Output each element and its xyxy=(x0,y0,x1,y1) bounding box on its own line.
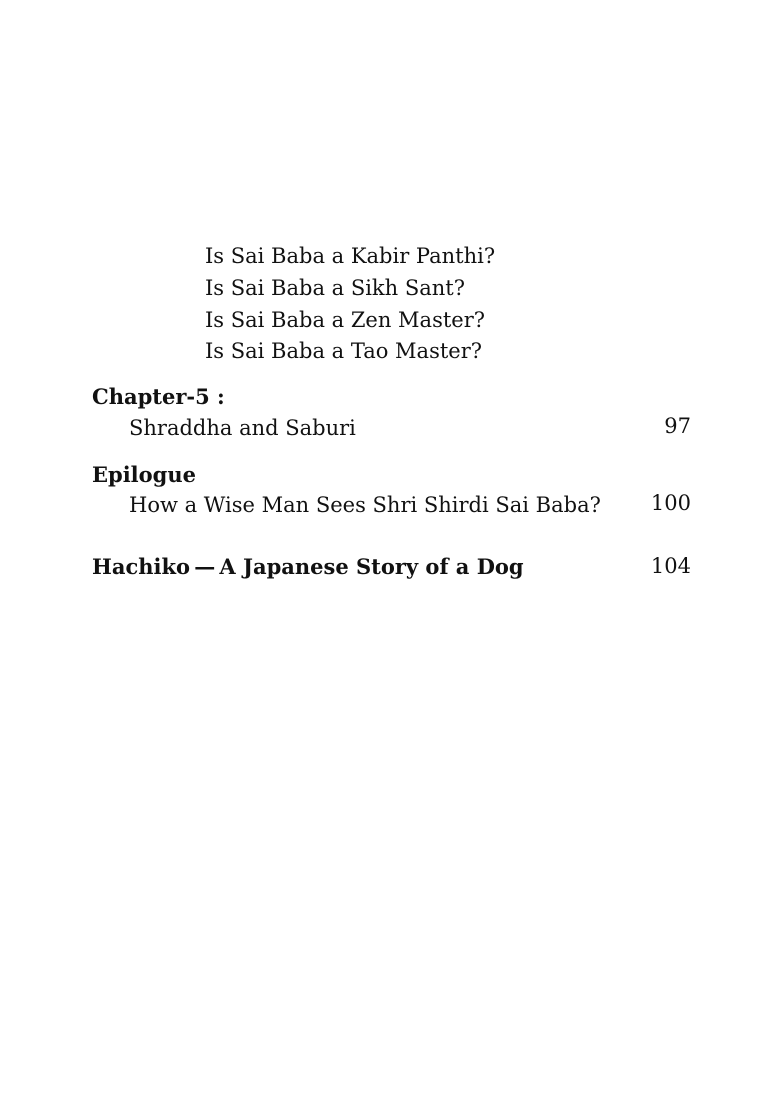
entry-title: Is Sai Baba a Sikh Sant? xyxy=(205,276,465,300)
chapter-5-title: Shraddha and Saburi xyxy=(129,416,356,440)
entry-title: Is Sai Baba a Zen Master? xyxy=(205,308,486,332)
chapter-5-heading: Chapter-5 : xyxy=(92,384,225,409)
epilogue-page-number: 100 xyxy=(650,491,691,515)
chapter-5-page-number: 97 xyxy=(664,414,691,438)
epilogue-title: How a Wise Man Sees Shri Shirdi Sai Baba? xyxy=(129,493,601,517)
entry-title: Is Sai Baba a Kabir Panthi? xyxy=(205,244,496,268)
hachiko-page-number: 104 xyxy=(650,554,691,578)
hachiko-heading: Hachiko — A Japanese Story of a Dog xyxy=(92,554,524,579)
epilogue-heading: Epilogue xyxy=(92,462,196,487)
entry-title: Is Sai Baba a Tao Master? xyxy=(205,339,483,363)
